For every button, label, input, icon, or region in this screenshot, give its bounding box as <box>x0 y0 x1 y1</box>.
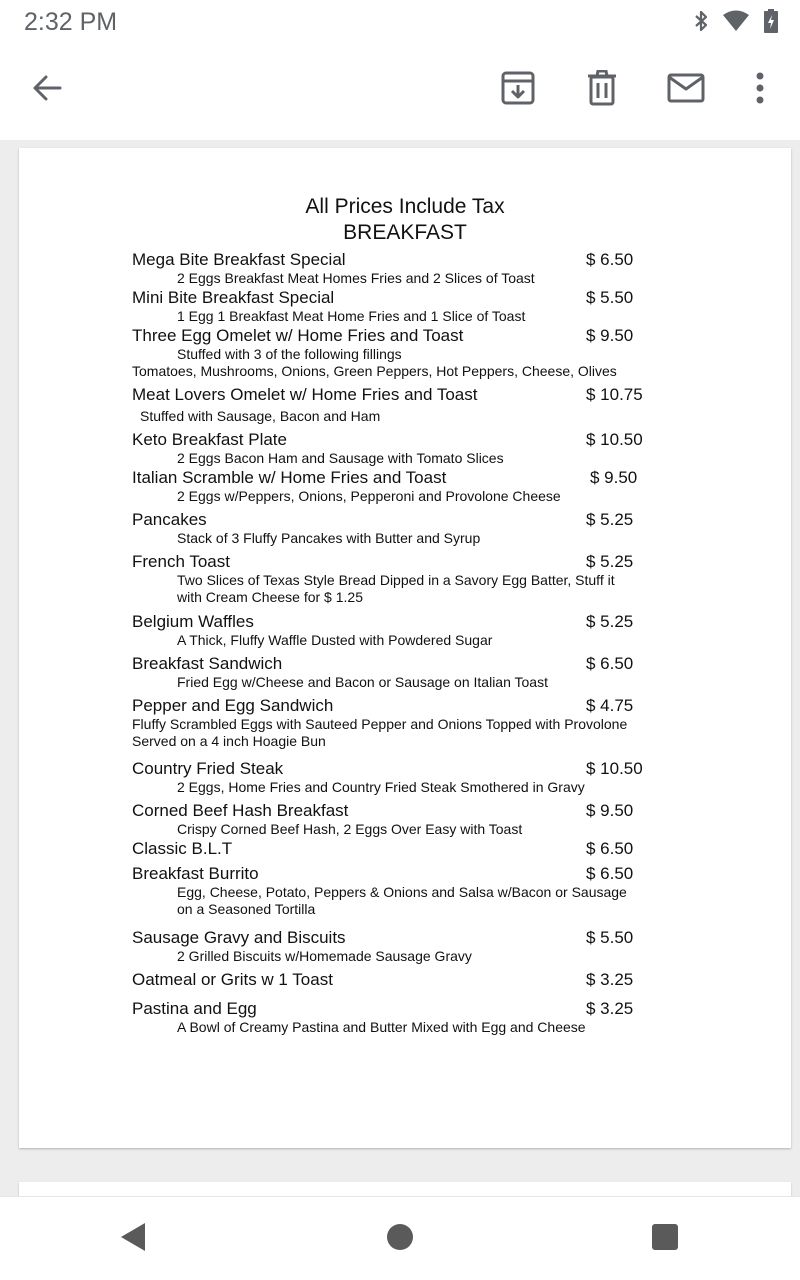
menu-item-name: Corned Beef Hash Breakfast <box>132 801 349 820</box>
menu-item-price: $ 10.75 <box>586 385 643 404</box>
wifi-icon <box>722 10 750 32</box>
menu-item-description: on a Seasoned Tortilla <box>177 901 316 917</box>
menu-item-description: 2 Grilled Biscuits w/Homemade Sausage Gravy <box>177 948 472 964</box>
menu-item-price: $ 9.50 <box>586 326 634 345</box>
menu-item-price: $ 5.25 <box>586 612 634 631</box>
mail-button[interactable] <box>662 66 710 114</box>
menu-item-description: Stack of 3 Fluffy Pancakes with Butter and Syrup <box>177 530 481 546</box>
nav-home-icon <box>386 1223 414 1256</box>
menu-item-name: Italian Scramble w/ Home Fries and Toast <box>132 468 447 487</box>
nav-home-button[interactable] <box>380 1219 420 1259</box>
menu-item-name: Pastina and Egg <box>132 999 257 1018</box>
menu-item-price: $ 6.50 <box>586 839 634 858</box>
menu-item-price: $ 6.50 <box>586 250 634 269</box>
menu-item-description: with Cream Cheese for $ 1.25 <box>177 589 363 605</box>
menu-item-price: $ 3.25 <box>586 999 634 1018</box>
menu-item-description: Fluffy Scrambled Eggs with Sauteed Pepper and Onions Topped with Provolone <box>132 716 628 732</box>
archive-button[interactable] <box>494 66 542 114</box>
menu-item-name: Meat Lovers Omelet w/ Home Fries and Toast <box>132 385 478 404</box>
nav-recents-icon <box>651 1223 679 1256</box>
mail-icon <box>667 73 705 108</box>
next-page <box>19 1182 791 1196</box>
document-viewer[interactable] <box>0 140 800 1196</box>
menu-content <box>19 148 791 1148</box>
menu-item-description: A Thick, Fluffy Waffle Dusted with Powdered Sugar <box>177 632 493 648</box>
menu-item-name: Breakfast Sandwich <box>132 654 283 673</box>
menu-item-description: Stuffed with Sausage, Bacon and Ham <box>140 408 381 424</box>
menu-item-description: 2 Eggs Breakfast Meat Homes Fries and 2 Slices of Toast <box>177 270 535 286</box>
menu-item-description: Two Slices of Texas Style Bread Dipped in a Savory Egg Batter, Stuff it <box>177 572 615 588</box>
delete-button[interactable] <box>578 66 626 114</box>
menu-item-description: 2 Eggs w/Peppers, Onions, Pepperoni and Provolone Cheese <box>177 488 561 504</box>
more-options-button[interactable] <box>736 66 784 114</box>
menu-item-description: 2 Eggs, Home Fries and Country Fried Steak Smothered in Gravy <box>177 779 585 795</box>
menu-item-name: Classic B.L.T <box>132 839 233 858</box>
menu-item-name: Pancakes <box>132 510 207 529</box>
menu-item-name: Mini Bite Breakfast Special <box>132 288 335 307</box>
menu-item-description: 2 Eggs Bacon Ham and Sausage with Tomato Slices <box>177 450 504 466</box>
menu-item-name: Three Egg Omelet w/ Home Fries and Toast <box>132 326 464 345</box>
more-vert-icon <box>755 72 765 109</box>
menu-item-description: Stuffed with 3 of the following fillings <box>177 346 402 362</box>
menu-item-name: Mega Bite Breakfast Special <box>132 250 346 269</box>
menu-item-price: $ 10.50 <box>586 430 643 449</box>
menu-item-description: A Bowl of Creamy Pastina and Butter Mixed with Egg and Cheese <box>177 1019 586 1035</box>
menu-item-name: Sausage Gravy and Biscuits <box>132 928 346 947</box>
menu-item-description: Served on a 4 inch Hoagie Bun <box>132 733 326 749</box>
menu-section-title: BREAKFAST <box>343 221 467 244</box>
menu-item-price: $ 6.50 <box>586 654 634 673</box>
menu-item-name: Country Fried Steak <box>132 759 284 778</box>
menu-item-name: Belgium Waffles <box>132 612 254 631</box>
menu-item-name: Pepper and Egg Sandwich <box>132 696 334 715</box>
menu-item-description: Egg, Cheese, Potato, Peppers & Onions and Salsa w/Bacon or Sausage <box>177 884 627 900</box>
nav-back-button[interactable] <box>113 1219 153 1259</box>
menu-item-name: Breakfast Burrito <box>132 864 259 883</box>
status-time: 2:32 PM <box>24 8 118 36</box>
battery-icon <box>764 9 778 33</box>
nav-back-icon <box>119 1221 147 1258</box>
back-button[interactable] <box>24 66 72 114</box>
document-page <box>19 148 791 1148</box>
menu-item-description: Tomatoes, Mushrooms, Onions, Green Peppers, Hot Peppers, Cheese, Olives <box>132 363 617 379</box>
menu-item-price: $ 9.50 <box>590 468 638 487</box>
menu-item-name: Keto Breakfast Plate <box>132 430 287 449</box>
menu-item-price: $ 5.25 <box>586 510 634 529</box>
menu-item-price: $ 3.25 <box>586 970 634 989</box>
menu-item-price: $ 4.75 <box>586 696 634 715</box>
bluetooth-icon <box>694 9 708 33</box>
archive-icon <box>501 71 535 110</box>
status-bar <box>0 0 800 44</box>
menu-item-price: $ 10.50 <box>586 759 643 778</box>
menu-item-price: $ 5.50 <box>586 288 634 307</box>
menu-item-price: $ 5.50 <box>586 928 634 947</box>
navigation-bar <box>0 1196 800 1280</box>
menu-item-description: Crispy Corned Beef Hash, 2 Eggs Over Easy with Toast <box>177 821 523 837</box>
menu-header: All Prices Include Tax <box>305 195 505 218</box>
menu-item-price: $ 9.50 <box>586 801 634 820</box>
menu-item-description: Fried Egg w/Cheese and Bacon or Sausage on Italian Toast <box>177 674 548 690</box>
arrow-back-icon <box>32 72 64 109</box>
menu-item-description: 1 Egg 1 Breakfast Meat Home Fries and 1 Slice of Toast <box>177 308 526 324</box>
menu-item-name: French Toast <box>132 552 230 571</box>
delete-icon <box>587 70 617 111</box>
menu-item-price: $ 6.50 <box>586 864 634 883</box>
status-icons <box>694 9 778 33</box>
menu-item-name: Oatmeal or Grits w 1 Toast <box>132 970 333 989</box>
app-bar <box>0 44 800 140</box>
nav-recents-button[interactable] <box>645 1219 685 1259</box>
menu-item-price: $ 5.25 <box>586 552 634 571</box>
